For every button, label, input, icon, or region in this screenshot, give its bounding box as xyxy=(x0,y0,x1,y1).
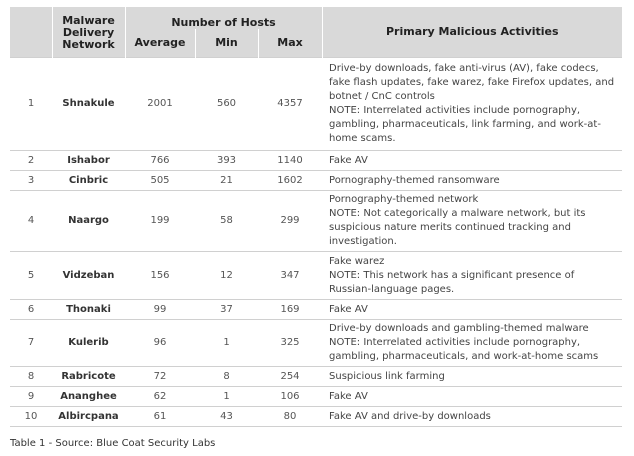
activity-cell xyxy=(322,252,622,300)
hosts-average: 156 xyxy=(125,252,195,300)
network-name: Kulerib xyxy=(52,320,125,367)
hosts-min: 58 xyxy=(195,191,258,252)
hosts-min: 8 xyxy=(195,367,258,387)
row-index: 6 xyxy=(10,300,52,320)
header-index-cell xyxy=(10,7,52,58)
table-row xyxy=(10,191,622,252)
activity-cell xyxy=(322,407,622,427)
network-name: Albircpana xyxy=(52,407,125,427)
activity-text: Pornography-themed ransomware xyxy=(329,174,500,186)
hosts-max: 80 xyxy=(258,407,322,427)
activity-note: NOTE: Interrelated activities include pornography, gambling, pharmaceuticals, link farming, and work-at-home scams. xyxy=(329,105,601,144)
header-activities: Primary Malicious Activities xyxy=(322,7,622,58)
network-name: Vidzeban xyxy=(52,252,125,300)
row-index: 4 xyxy=(10,191,52,252)
row-index: 2 xyxy=(10,151,52,171)
network-name: Thonaki xyxy=(52,300,125,320)
table-row xyxy=(10,367,622,387)
hosts-max: 1602 xyxy=(258,171,322,191)
table-row xyxy=(10,387,622,407)
activity-text: Suspicious link farming xyxy=(329,370,445,382)
header-number-of-hosts: Number of Hosts xyxy=(125,7,322,29)
activity-cell xyxy=(322,387,622,407)
row-index: 5 xyxy=(10,252,52,300)
malware-networks-table xyxy=(10,7,622,427)
hosts-min: 1 xyxy=(195,320,258,367)
activity-cell xyxy=(322,171,622,191)
hosts-average: 61 xyxy=(125,407,195,427)
hosts-average: 505 xyxy=(125,171,195,191)
header-min: Min xyxy=(195,29,258,58)
header-network: Malware Delivery Network xyxy=(52,7,125,58)
row-index: 3 xyxy=(10,171,52,191)
activity-text: Drive-by downloads, fake anti-virus (AV), fake codecs, fake flash updates, fake warez, fake Firefox updates, and botnet / CnC controls xyxy=(329,63,615,102)
row-index: 8 xyxy=(10,367,52,387)
hosts-average: 2001 xyxy=(125,58,195,151)
table-row xyxy=(10,58,622,151)
activity-note: NOTE: Interrelated activities include pornography, gambling, pharmaceuticals, and work-at-home scams xyxy=(329,337,599,362)
network-name: Cinbric xyxy=(52,171,125,191)
activity-cell xyxy=(322,367,622,387)
activity-text: Fake AV xyxy=(329,154,368,166)
hosts-max: 106 xyxy=(258,387,322,407)
hosts-min: 37 xyxy=(195,300,258,320)
hosts-max: 299 xyxy=(258,191,322,252)
table-caption: Table 1 - Source: Blue Coat Security Labs xyxy=(10,438,216,449)
hosts-average: 72 xyxy=(125,367,195,387)
hosts-average: 62 xyxy=(125,387,195,407)
hosts-min: 560 xyxy=(195,58,258,151)
network-name: Ishabor xyxy=(52,151,125,171)
activity-text: Fake AV xyxy=(329,390,368,402)
activity-text: Fake warez xyxy=(329,255,385,267)
network-name: Ananghee xyxy=(52,387,125,407)
header-average: Average xyxy=(125,29,195,58)
activity-note: NOTE: Not categorically a malware network, but its suspicious nature merits continued tracking and investigation. xyxy=(329,208,586,247)
hosts-average: 199 xyxy=(125,191,195,252)
activity-note: NOTE: This network has a significant presence of Russian-language pages. xyxy=(329,269,575,295)
table-row xyxy=(10,300,622,320)
table-row xyxy=(10,151,622,171)
hosts-average: 96 xyxy=(125,320,195,367)
table-row xyxy=(10,407,622,427)
activity-cell xyxy=(322,191,622,252)
hosts-min: 1 xyxy=(195,387,258,407)
activity-text: Fake AV and drive-by downloads xyxy=(329,410,491,422)
hosts-max: 4357 xyxy=(258,58,322,151)
table-row xyxy=(10,320,622,367)
hosts-max: 254 xyxy=(258,367,322,387)
row-index: 7 xyxy=(10,320,52,367)
network-name: Rabricote xyxy=(52,367,125,387)
activity-cell xyxy=(322,151,622,171)
row-index: 9 xyxy=(10,387,52,407)
hosts-max: 347 xyxy=(258,252,322,300)
hosts-average: 766 xyxy=(125,151,195,171)
table-row xyxy=(10,252,622,300)
activity-cell xyxy=(322,320,622,367)
activity-cell xyxy=(322,300,622,320)
hosts-max: 325 xyxy=(258,320,322,367)
hosts-min: 12 xyxy=(195,252,258,300)
hosts-average: 99 xyxy=(125,300,195,320)
hosts-min: 43 xyxy=(195,407,258,427)
network-name: Naargo xyxy=(52,191,125,252)
activity-text: Pornography-themed network xyxy=(329,194,479,205)
activity-text: Fake AV xyxy=(329,303,368,315)
row-index: 10 xyxy=(10,407,52,427)
hosts-max: 169 xyxy=(258,300,322,320)
header-row-top xyxy=(10,7,622,29)
table-row xyxy=(10,171,622,191)
activity-cell xyxy=(322,58,622,151)
row-index: 1 xyxy=(10,58,52,151)
hosts-min: 393 xyxy=(195,151,258,171)
network-name: Shnakule xyxy=(52,58,125,151)
activity-text: Drive-by downloads and gambling-themed malware xyxy=(329,323,589,334)
hosts-max: 1140 xyxy=(258,151,322,171)
hosts-min: 21 xyxy=(195,171,258,191)
header-max: Max xyxy=(258,29,322,58)
